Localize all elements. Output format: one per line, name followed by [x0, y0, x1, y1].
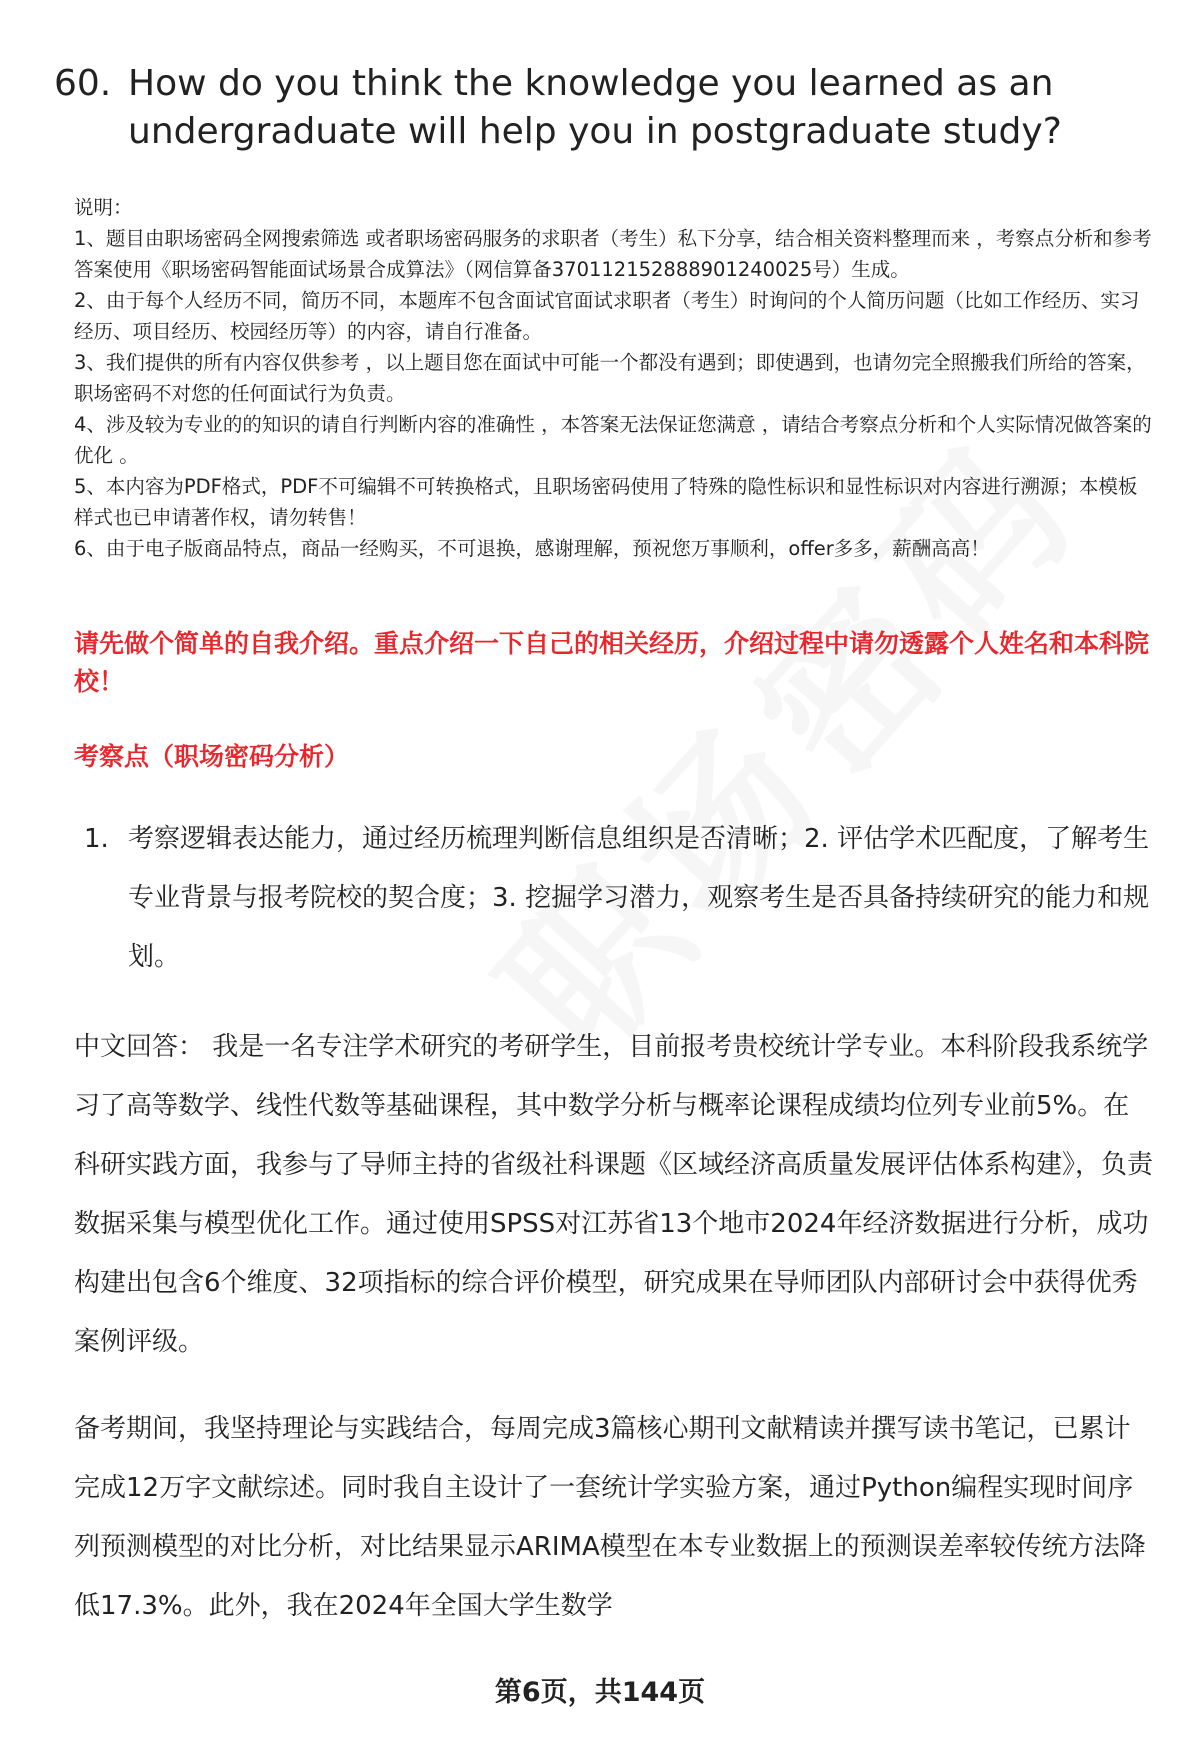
answer-paragraph: 中文回答： 我是一名专注学术研究的考研学生，目前报考贵校统计学专业。本科阶段我系统学习了高等数学、线性代数等基础课程，其中数学分析与概率论课程成绩均位列专业前5%。在科研实践方面，我参与了导师主持的省级社科课题《区域经济高质量发展评估体系构建》，负责数据采集与模型优化工作。通过使用SPSS对江苏省13个地市2024年经济数据进行分析，成功构建出包含6个维度、32项指标的综合评价模型，研究成果在导师团队内部研讨会中获得优秀案例评级。 — [74, 1032, 1154, 1357]
answer-section — [74, 1018, 1154, 1636]
notes-section — [74, 192, 1154, 564]
question-text: How do you think the knowledge you learned as an undergraduate will help you in postgraduate study? — [128, 63, 1062, 152]
note-item: 5、本内容为PDF格式，PDF不可编辑不可转换格式，且职场密码使用了特殊的隐性标识和显性标识对内容进行溯源；本模板样式也已申请著作权，请勿转售！ — [74, 475, 1138, 529]
note-item: 3、我们提供的所有内容仅供参考 ，以上题目您在面试中可能一个都没有遇到；即使遇到，也请勿完全照搬我们所给的答案，职场密码不对您的任何面试行为负责。 — [74, 351, 1146, 405]
analysis-points — [84, 810, 1154, 987]
interview-question: 请先做个简单的自我介绍。重点介绍一下自己的相关经历，介绍过程中请勿透露个人姓名和本科院校！ — [74, 629, 1150, 696]
note-item: 1、题目由职场密码全网搜索筛选 或者职场密码服务的求职者（考生）私下分享，结合相关资料整理而来 ，考察点分析和参考答案使用《职场密码智能面试场景合成算法》（网信算备370112152888901240025号）生成。 — [74, 227, 1152, 281]
note-item: 6、由于电子版商品特点，商品一经购买，不可退换，感谢理解，预祝您万事顺利，offer多多，薪酬高高！ — [74, 537, 990, 560]
analysis-number: 1. — [84, 824, 109, 854]
analysis-heading: 考察点（职场密码分析） — [74, 742, 350, 771]
analysis-text: 考察逻辑表达能力，通过经历梳理判断信息组织是否清晰；2. 评估学术匹配度，了解考生专业背景与报考院校的契合度；3. 挖掘学习潜力，观察考生是否具备持续研究的能力和规划。 — [128, 824, 1150, 972]
question-number: 60. — [54, 63, 112, 104]
notes-heading: 说明： — [74, 196, 133, 219]
question-title — [54, 60, 1144, 156]
note-item: 4、涉及较为专业的的知识的请自行判断内容的准确性 ，本答案无法保证您满意 ，请结合考察点分析和个人实际情况做答案的优化 。 — [74, 413, 1152, 467]
answer-paragraph: 备考期间，我坚持理论与实践结合，每周完成3篇核心期刊文献精读并撰写读书笔记，已累计完成12万字文献综述。同时我自主设计了一套统计学实验方案，通过Python编程实现时间序列预测模型的对比分析，对比结果显示ARIMA模型在本专业数据上的预测误差率较传统方法降低17.3%。此外，我在2024年全国大学生数学 — [74, 1414, 1146, 1621]
page-footer: 第6页，共144页 — [494, 1677, 706, 1708]
note-item: 2、由于每个人经历不同，简历不同，本题库不包含面试官面试求职者（考生）时询问的个人简历问题（比如工作经历、实习经历、项目经历、校园经历等）的内容，请自行准备。 — [74, 289, 1140, 343]
